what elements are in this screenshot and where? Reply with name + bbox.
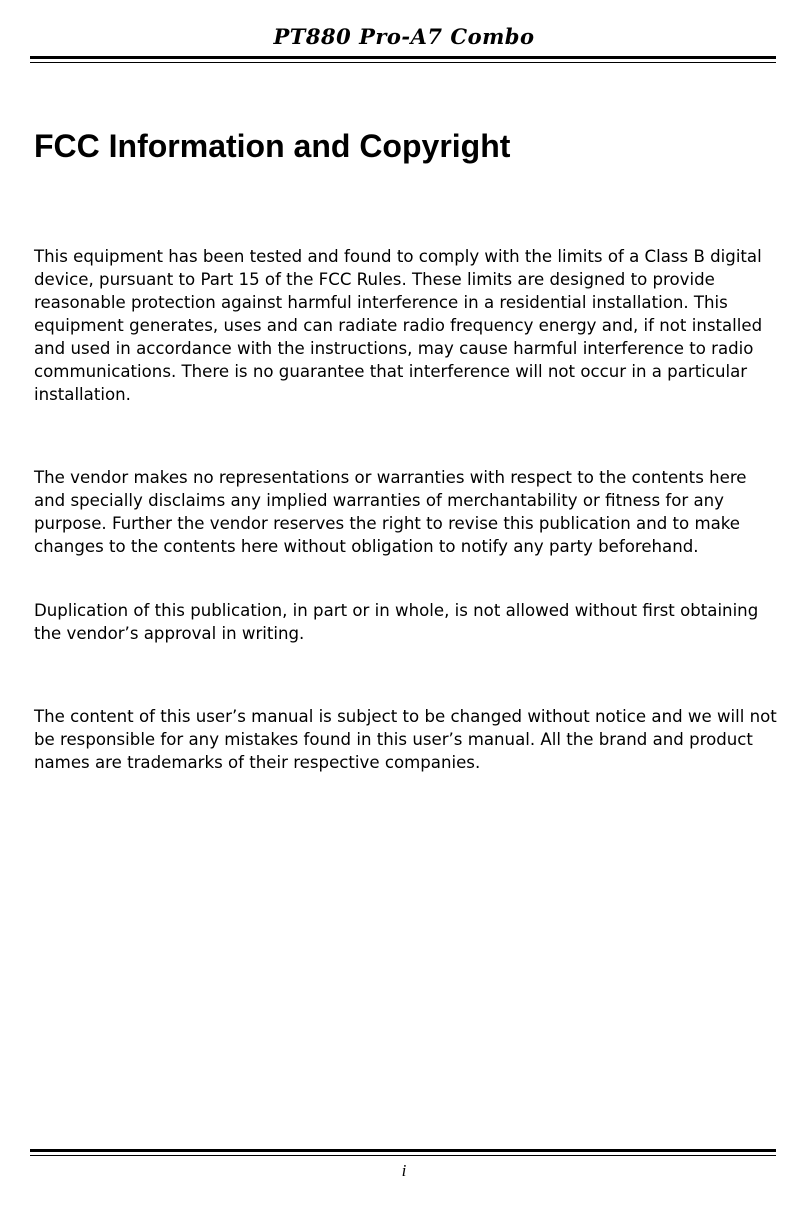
paragraph-fcc-compliance: This equipment has been tested and found to comply with the limits of a Class B digital device, pursuant to Part 15 of the FCC Rules. These limits are designed to provide reasonable protection against harmful interference in a residential installation. This equipment generates, uses and can radiate radio frequency energy and, if not installed and used in accordance with the instructions, may cause harmful interference to radio communications. There is no guarantee that interference will not occur in a particular installation. (34, 247, 763, 404)
paragraph-warranty-disclaimer: The vendor makes no representations or warranties with respect to the contents here and specially disclaims any implied warranties of merchantability or fitness for any purpose. Further the vendor reserves the right to revise this publication and to make changes to the contents here without obligation to notify any party beforehand. (34, 468, 747, 556)
header-rule-thick (30, 56, 776, 59)
footer-rule-thin (30, 1155, 776, 1156)
paragraph-duplication-notice: Duplication of this publication, in part or in whole, is not allowed without first obtaining the vendor’s approval in writing. (34, 601, 759, 643)
header-rule-thin (30, 62, 776, 63)
page-number: i (401, 1161, 407, 1180)
header-title: PT880 Pro-A7 Combo (273, 24, 535, 49)
page-title: FCC Information and Copyright (34, 128, 511, 164)
paragraph-trademark-notice: The content of this user’s manual is subject to be changed without notice and we will not be responsible for any mistakes found in this user’s manual. All the brand and product names are trademarks of their respective companies. (34, 707, 777, 772)
footer-rule-thick (30, 1149, 776, 1152)
